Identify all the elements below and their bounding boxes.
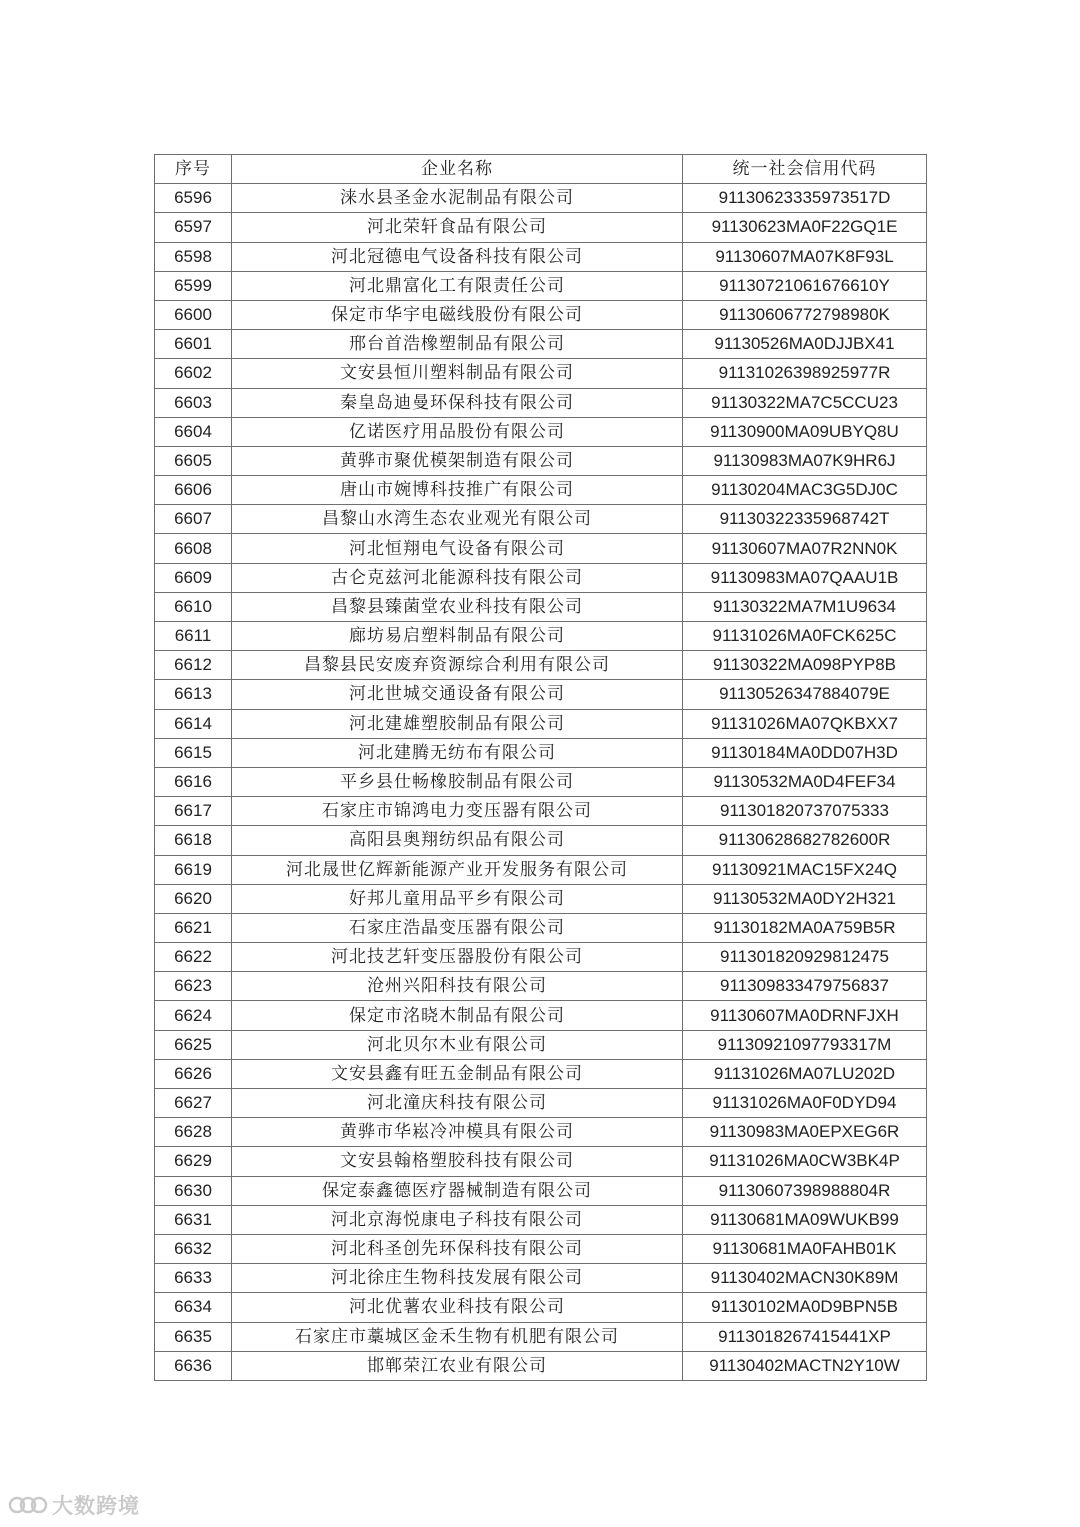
table-header-row [155, 155, 927, 184]
row-company-name-cell: 古仑克兹河北能源科技有限公司 [232, 563, 683, 592]
row-credit-code-cell: 91130402MACTN2Y10W [683, 1351, 927, 1380]
row-credit-code-cell: 91131026398925977R [683, 359, 927, 388]
row-credit-code-cell: 91130983MA07K9HR6J [683, 446, 927, 475]
table-row [155, 1001, 927, 1030]
row-seq-cell: 6633 [155, 1264, 232, 1293]
row-company-name-cell: 昌黎山水湾生态农业观光有限公司 [232, 505, 683, 534]
table-row [155, 563, 927, 592]
row-company-name-cell: 保定市洺晓木制品有限公司 [232, 1001, 683, 1030]
row-credit-code-cell: 91130182MA0A759B5R [683, 913, 927, 942]
row-seq-cell: 6605 [155, 446, 232, 475]
table-row [155, 446, 927, 475]
row-company-name-cell: 河北荣轩食品有限公司 [232, 213, 683, 242]
row-seq-cell: 6617 [155, 797, 232, 826]
row-company-name-cell: 廊坊易启塑料制品有限公司 [232, 622, 683, 651]
row-credit-code-cell: 91130983MA0EPXEG6R [683, 1118, 927, 1147]
table-row [155, 767, 927, 796]
row-credit-code-cell: 91130322MA098PYP8B [683, 651, 927, 680]
table-body [155, 184, 927, 1381]
row-seq-cell: 6627 [155, 1089, 232, 1118]
row-company-name-cell: 石家庄市锦鸿电力变压器有限公司 [232, 797, 683, 826]
row-credit-code-cell: 91130921097793317M [683, 1030, 927, 1059]
row-credit-code-cell: 91131026MA0CW3BK4P [683, 1147, 927, 1176]
table-row [155, 1059, 927, 1088]
row-company-name-cell: 石家庄市藁城区金禾生物有机肥有限公司 [232, 1322, 683, 1351]
row-seq-cell: 6623 [155, 972, 232, 1001]
table-row [155, 1293, 927, 1322]
row-seq-cell: 6624 [155, 1001, 232, 1030]
table-row [155, 1089, 927, 1118]
table-row [155, 1030, 927, 1059]
row-seq-cell: 6614 [155, 709, 232, 738]
row-seq-cell: 6619 [155, 855, 232, 884]
row-company-name-cell: 文安县鑫有旺五金制品有限公司 [232, 1059, 683, 1088]
row-credit-code-cell: 91130607MA07K8F93L [683, 242, 927, 271]
row-company-name-cell: 平乡县仕畅橡胶制品有限公司 [232, 767, 683, 796]
table-row [155, 213, 927, 242]
table-row [155, 476, 927, 505]
row-credit-code-cell: 91130402MACN30K89M [683, 1264, 927, 1293]
table-row [155, 534, 927, 563]
row-seq-cell: 6609 [155, 563, 232, 592]
row-credit-code-cell: 91131026MA07LU202D [683, 1059, 927, 1088]
row-seq-cell: 6634 [155, 1293, 232, 1322]
table-row [155, 1205, 927, 1234]
row-company-name-cell: 河北技艺轩变压器股份有限公司 [232, 943, 683, 972]
watermark-text: 大数跨境 [52, 1494, 140, 1518]
row-credit-code-cell: 91130322MA7M1U9634 [683, 592, 927, 621]
row-credit-code-cell: 91130606772798980K [683, 300, 927, 329]
table-row [155, 1234, 927, 1263]
watermark [8, 1490, 140, 1520]
row-credit-code-cell: 91130204MAC3G5DJ0C [683, 476, 927, 505]
row-credit-code-cell: 91130681MA09WUKB99 [683, 1205, 927, 1234]
table-row [155, 826, 927, 855]
row-company-name-cell: 河北徐庄生物科技发展有限公司 [232, 1264, 683, 1293]
row-seq-cell: 6610 [155, 592, 232, 621]
row-company-name-cell: 石家庄浩晶变压器有限公司 [232, 913, 683, 942]
row-company-name-cell: 沧州兴阳科技有限公司 [232, 972, 683, 1001]
row-seq-cell: 6625 [155, 1030, 232, 1059]
row-credit-code-cell: 91130532MA0DY2H321 [683, 884, 927, 913]
table-row [155, 680, 927, 709]
row-seq-cell: 6630 [155, 1176, 232, 1205]
row-company-name-cell: 河北冠德电气设备科技有限公司 [232, 242, 683, 271]
row-credit-code-cell: 91130607MA0DRNFJXH [683, 1001, 927, 1030]
table-row [155, 1176, 927, 1205]
row-company-name-cell: 秦皇岛迪曼环保科技有限公司 [232, 388, 683, 417]
table-row [155, 271, 927, 300]
row-seq-cell: 6611 [155, 622, 232, 651]
row-seq-cell: 6612 [155, 651, 232, 680]
row-company-name-cell: 保定市华宇电磁线股份有限公司 [232, 300, 683, 329]
row-credit-code-cell: 91130322335968742T [683, 505, 927, 534]
row-seq-cell: 6629 [155, 1147, 232, 1176]
table-row [155, 622, 927, 651]
table-row [155, 651, 927, 680]
table-row [155, 943, 927, 972]
table-row [155, 242, 927, 271]
row-company-name-cell: 邢台首浩橡塑制品有限公司 [232, 330, 683, 359]
row-credit-code-cell: 91130623335973517D [683, 184, 927, 213]
row-seq-cell: 6621 [155, 913, 232, 942]
row-company-name-cell: 河北贝尔木业有限公司 [232, 1030, 683, 1059]
row-seq-cell: 6608 [155, 534, 232, 563]
row-credit-code-cell: 91130184MA0DD07H3D [683, 738, 927, 767]
table-row [155, 388, 927, 417]
row-company-name-cell: 高阳县奥翔纺织品有限公司 [232, 826, 683, 855]
row-credit-code-cell: 9113018267415441XP [683, 1322, 927, 1351]
table-row [155, 709, 927, 738]
table-row [155, 855, 927, 884]
row-seq-cell: 6599 [155, 271, 232, 300]
row-company-name-cell: 河北京海悦康电子科技有限公司 [232, 1205, 683, 1234]
row-company-name-cell: 文安县翰格塑胶科技有限公司 [232, 1147, 683, 1176]
row-company-name-cell: 好邦儿童用品平乡有限公司 [232, 884, 683, 913]
row-credit-code-cell: 91130623MA0F22GQ1E [683, 213, 927, 242]
row-company-name-cell: 河北恒翔电气设备有限公司 [232, 534, 683, 563]
row-credit-code-cell: 91130532MA0D4FEF34 [683, 767, 927, 796]
row-credit-code-cell: 911309833479756837 [683, 972, 927, 1001]
table-row [155, 1351, 927, 1380]
row-company-name-cell: 邯郸荣江农业有限公司 [232, 1351, 683, 1380]
table-row [155, 913, 927, 942]
row-credit-code-cell: 91130102MA0D9BPN5B [683, 1293, 927, 1322]
row-credit-code-cell: 91131026MA0FCK625C [683, 622, 927, 651]
row-seq-cell: 6622 [155, 943, 232, 972]
row-company-name-cell: 河北建雄塑胶制品有限公司 [232, 709, 683, 738]
row-credit-code-cell: 911301820929812475 [683, 943, 927, 972]
row-company-name-cell: 河北建腾无纺布有限公司 [232, 738, 683, 767]
row-credit-code-cell: 91130607MA07R2NN0K [683, 534, 927, 563]
row-company-name-cell: 昌黎县臻菌堂农业科技有限公司 [232, 592, 683, 621]
row-credit-code-cell: 91130721061676610Y [683, 271, 927, 300]
table-row [155, 884, 927, 913]
row-credit-code-cell: 911301820737075333 [683, 797, 927, 826]
row-seq-cell: 6600 [155, 300, 232, 329]
table-row [155, 1147, 927, 1176]
row-credit-code-cell: 91131026MA0F0DYD94 [683, 1089, 927, 1118]
table-row [155, 1264, 927, 1293]
row-credit-code-cell: 91130900MA09UBYQ8U [683, 417, 927, 446]
row-seq-cell: 6636 [155, 1351, 232, 1380]
row-seq-cell: 6626 [155, 1059, 232, 1088]
brand-logo-icon [8, 1492, 48, 1518]
header-seq: 序号 [155, 155, 232, 184]
row-credit-code-cell: 91130526347884079E [683, 680, 927, 709]
table-row [155, 417, 927, 446]
row-credit-code-cell: 91130628682782600R [683, 826, 927, 855]
row-seq-cell: 6615 [155, 738, 232, 767]
row-seq-cell: 6603 [155, 388, 232, 417]
row-seq-cell: 6602 [155, 359, 232, 388]
row-company-name-cell: 河北世城交通设备有限公司 [232, 680, 683, 709]
row-seq-cell: 6607 [155, 505, 232, 534]
row-seq-cell: 6597 [155, 213, 232, 242]
row-company-name-cell: 保定泰鑫德医疗器械制造有限公司 [232, 1176, 683, 1205]
row-seq-cell: 6632 [155, 1234, 232, 1263]
table-row [155, 797, 927, 826]
row-credit-code-cell: 91131026MA07QKBXX7 [683, 709, 927, 738]
row-company-name-cell: 亿诺医疗用品股份有限公司 [232, 417, 683, 446]
table-row [155, 1322, 927, 1351]
table-row [155, 738, 927, 767]
row-credit-code-cell: 91130921MAC15FX24Q [683, 855, 927, 884]
row-seq-cell: 6618 [155, 826, 232, 855]
row-company-name-cell: 河北优薯农业科技有限公司 [232, 1293, 683, 1322]
row-company-name-cell: 昌黎县民安废弃资源综合利用有限公司 [232, 651, 683, 680]
table-row [155, 592, 927, 621]
company-table [154, 154, 927, 1381]
table-row [155, 359, 927, 388]
table-row [155, 184, 927, 213]
table-row [155, 505, 927, 534]
row-credit-code-cell: 91130681MA0FAHB01K [683, 1234, 927, 1263]
row-company-name-cell: 文安县恒川塑料制品有限公司 [232, 359, 683, 388]
table-row [155, 972, 927, 1001]
row-company-name-cell: 河北鼎富化工有限责任公司 [232, 271, 683, 300]
row-seq-cell: 6628 [155, 1118, 232, 1147]
table-row [155, 1118, 927, 1147]
row-seq-cell: 6598 [155, 242, 232, 271]
row-credit-code-cell: 91130983MA07QAAU1B [683, 563, 927, 592]
row-company-name-cell: 唐山市婉博科技推广有限公司 [232, 476, 683, 505]
row-company-name-cell: 河北晟世亿辉新能源产业开发服务有限公司 [232, 855, 683, 884]
row-seq-cell: 6604 [155, 417, 232, 446]
table-row [155, 300, 927, 329]
table-row [155, 330, 927, 359]
row-seq-cell: 6631 [155, 1205, 232, 1234]
row-seq-cell: 6635 [155, 1322, 232, 1351]
row-seq-cell: 6606 [155, 476, 232, 505]
row-company-name-cell: 黄骅市华崧冷冲模具有限公司 [232, 1118, 683, 1147]
header-credit-code: 统一社会信用代码 [683, 155, 927, 184]
row-company-name-cell: 黄骅市聚优模架制造有限公司 [232, 446, 683, 475]
row-company-name-cell: 河北科圣创先环保科技有限公司 [232, 1234, 683, 1263]
header-company-name: 企业名称 [232, 155, 683, 184]
row-seq-cell: 6613 [155, 680, 232, 709]
row-credit-code-cell: 91130607398988804R [683, 1176, 927, 1205]
row-credit-code-cell: 91130322MA7C5CCU23 [683, 388, 927, 417]
row-seq-cell: 6620 [155, 884, 232, 913]
row-company-name-cell: 涞水县圣金水泥制品有限公司 [232, 184, 683, 213]
row-seq-cell: 6596 [155, 184, 232, 213]
row-company-name-cell: 河北潼庆科技有限公司 [232, 1089, 683, 1118]
row-seq-cell: 6616 [155, 767, 232, 796]
row-seq-cell: 6601 [155, 330, 232, 359]
row-credit-code-cell: 91130526MA0DJJBX41 [683, 330, 927, 359]
